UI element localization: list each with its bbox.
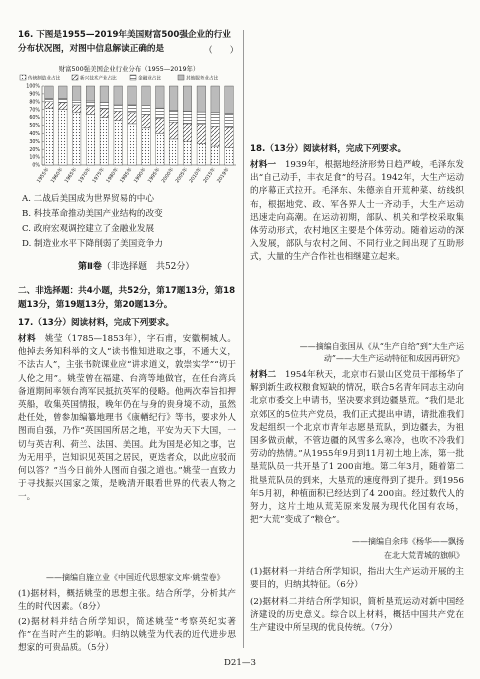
bar-segment (155, 133, 164, 165)
bar-segment (225, 148, 234, 165)
bar-segment (142, 114, 151, 127)
legend-swatch (130, 75, 136, 80)
bar-segment (142, 86, 151, 106)
q18-material-2-citation-line1: ——摘编自余玮《杨华——飘扬 (352, 537, 464, 546)
y-tick-label: 90% (29, 92, 40, 98)
bar-segment (100, 118, 109, 165)
bar-segment (100, 86, 109, 103)
x-tick-label: 1960年 (50, 167, 65, 185)
bar-segment (155, 108, 164, 118)
legend-label: 其他服务业占比 (186, 76, 219, 82)
q18-m1-text: 1939年，根据地经济形势日趋严峻，毛泽东发出“自己动手，丰衣足食”的号召。1942年，大生产运动的序幕正式拉开。毛泽东、朱德亲自开荒种菜、纺线织布，根据地党、政、军各界人士一齐动手，大生产运动迅速走向高潮。在运动初期，部队、机关和学校采取集体劳动形式，农村地区主要是个体劳动。随着运动的深入发展，部队与农村之间、不同行业之间出现了互助形式，大量的生产合作社也相继建立起来。 (250, 160, 464, 263)
bar-segment (128, 105, 137, 113)
bar-segment (45, 108, 54, 165)
bar-segment (211, 146, 220, 165)
part2-note: （非选择题 共52分） (101, 262, 195, 272)
y-tick-label: 60% (29, 116, 40, 122)
part2-intro-line1: 二、非选择题：共4小题，共52分，第17题13分，第18 (18, 286, 236, 296)
bar-segment (169, 86, 178, 110)
legend-label: 传统制造业占比 (28, 76, 61, 82)
bar-segment (197, 144, 206, 165)
bar-segment (86, 114, 95, 165)
x-tick-label: 1965年 (64, 167, 79, 185)
page-footer: D21—3 (224, 658, 256, 668)
q17-question-1: (1)据材料，概括姚莹的思想主张。结合所学，分析其产生的时代因素。（8分） (18, 589, 236, 613)
bar-segment (72, 100, 81, 105)
q18-material-2 (250, 369, 464, 527)
bar-segment (155, 86, 164, 108)
bar-segment (86, 86, 95, 101)
bar-segment (114, 86, 123, 104)
y-tick-label: 40% (29, 132, 40, 137)
bar-segment (225, 127, 234, 148)
y-tick-label: 50% (29, 124, 40, 130)
y-tick-label: 70% (29, 108, 40, 114)
q17-question-2: (2)据材料并结合所学知识，简述姚莹“考察英纪实著作”在当时产生的影响。归纳以姚莹为代表的近代进步思想家的可贵品质。（5分） (18, 617, 236, 654)
q17-material-text: 姚莹（1785—1853年），字石甫，安徽桐城人。他掉去务知科举的文人“读书惟知进取之事，不通大义，不法古人”，主张书院课业应“讲求道义，敦崇实学”“切于人伦之用”。姚莹曾在福建、台湾等地做官，在任台湾兵备道期间率领台湾军民抵抗英军的侵略。他两次奉旨扣押英船，收集英国情报，晚年仍在与身的贵身境不动，虽然赴任处，曾参加编纂地理书《康輶纪行》等书，要求外人图而自强，乃作“英国国所居之地，平安为天下大国，一切与英吉利、荷兰、法国、美国。此为国是必知之事，岂为无用乎，岂知识见英国之居民，更迭者众，以此应驳而何以答？”当今日前外人图而自强之道也。”姚莹一直致力于寻找振兴国家之策，是晚清开眼看世界的代表人物之一。 (18, 334, 236, 503)
y-tick-label: 30% (29, 139, 40, 145)
q17-citation: ——摘编自施立业《中国近代思想家文库·姚莹卷》 (46, 573, 225, 582)
bar-segment (58, 99, 67, 103)
x-tick-label: 1990年 (133, 167, 148, 185)
legend-label: 新兴技术产业占比 (80, 76, 117, 82)
bar-segment (72, 113, 81, 165)
bar-segment (58, 110, 67, 165)
part2-title: 第Ⅱ卷 (78, 262, 102, 272)
x-tick-label: 2005年 (175, 167, 190, 185)
x-tick-label: 2019年 (216, 167, 231, 185)
y-tick-label: 80% (29, 100, 40, 106)
q16-stem-line2: 分布状况图，对图中信息解读正确的是 (18, 44, 165, 54)
q18-material-1 (250, 159, 464, 265)
bar-segment (183, 141, 192, 165)
bar-segment (72, 105, 81, 113)
bar-segment (114, 111, 123, 120)
x-tick-label: 2000年 (161, 167, 176, 185)
bar-segment (211, 113, 220, 126)
q18-stem: 18.（13分）阅读材料，完成下列要求。 (250, 144, 407, 154)
q16-option-a: A. 二战后美国成为世界贸易的中心 (22, 194, 154, 204)
bar-segment (45, 99, 54, 102)
bar-segment (169, 139, 178, 165)
bar-segment (142, 106, 151, 115)
bar-segment (225, 86, 234, 114)
x-tick-label: 1955年 (36, 167, 51, 185)
y-tick-label: 100% (26, 84, 40, 90)
bar-segment (86, 101, 95, 107)
q17-stem-text: 17.（13分）阅读材料，完成下列要求。 (18, 318, 175, 328)
legend-swatch (20, 75, 26, 80)
x-tick-label: 1985年 (119, 167, 134, 185)
bar-segment (197, 112, 206, 125)
q16-option-c: C. 政府宏观调控建立了金融业发展 (22, 224, 155, 234)
bar-segment (169, 122, 178, 139)
bar-segment (197, 125, 206, 144)
q16-option-d: D. 制造业水平下降削弱了美国竞争力 (22, 239, 163, 249)
q18-material-1-citation: ——摘编自张国从《从“生产自给”到“大生产运动”——大生产运动特征和成因再研究》 (299, 342, 464, 363)
part2-header (78, 262, 194, 273)
bar-segment (155, 118, 164, 133)
q17-material-label: 材料 (18, 334, 36, 344)
stacked-bar-chart (18, 62, 240, 190)
q18-question-1: (1)据材料一并结合所学知识，指出大生产运动开展的主要目的，归纳其特征。（6分） (250, 567, 464, 591)
x-tick-label: 1970年 (78, 167, 93, 185)
bar-segment (100, 103, 109, 109)
bar-segment (128, 113, 137, 124)
bar-segment (197, 86, 206, 112)
bar-segment (58, 103, 67, 110)
bar-segment (211, 86, 220, 113)
q18-question-2: (2)据材料二并结合所学知识，简析垦荒运动对新中国经济建设的历史意义。综合以上材料，概括中国共产党在生产建设中所呈现的优良传统。（7分） (250, 597, 464, 634)
x-tick-label: 2015年 (202, 167, 217, 185)
bar-segment (128, 86, 137, 105)
bar-segment (225, 114, 234, 127)
q18-m1-label: 材料一 (250, 160, 277, 170)
bar-segment (183, 124, 192, 141)
q18-m2-label: 材料二 (250, 370, 277, 380)
x-tick-label: 1995年 (147, 167, 162, 185)
bar-segment (169, 110, 178, 122)
x-tick-label: 2010年 (189, 167, 203, 185)
q16-option-b: B. 科技革命推动美国产业结构的改变 (22, 209, 163, 219)
bar-segment (142, 128, 151, 165)
q18-material-2-citation-line2: 在北大荒青城的旗帜》 (384, 551, 464, 560)
y-tick-label: 0% (32, 163, 40, 169)
y-tick-label: 10% (29, 155, 40, 161)
bar-segment (86, 107, 95, 115)
part2-intro-line2: 题13分，第19题13分，第20题13分。 (18, 300, 173, 310)
bar-segment (114, 121, 123, 165)
bar-segment (100, 109, 109, 118)
bar-segment (58, 86, 67, 99)
y-tick-label: 20% (29, 147, 40, 153)
bar-segment (72, 86, 81, 100)
q17-stem (18, 318, 174, 329)
bar-segment (183, 86, 192, 111)
q16-stem-line1: 16. 下图是1955—2019年美国财富500强企业的行业 (18, 30, 231, 40)
bar-segment (45, 86, 54, 99)
q17-material (18, 333, 236, 569)
column-divider (243, 30, 244, 648)
bar-segment (211, 126, 220, 146)
legend-swatch (178, 75, 184, 80)
legend-label: 金融业占比 (138, 76, 161, 82)
bar-segment (128, 124, 137, 165)
x-tick-label: 1980年 (105, 167, 120, 185)
bar-segment (183, 111, 192, 124)
q16-answer-paren: （ ） (204, 46, 239, 56)
legend-swatch (72, 75, 78, 80)
industry-chart (18, 62, 240, 190)
bar-segment (114, 104, 123, 111)
x-tick-label: 1975年 (92, 167, 106, 185)
q18-m2-text: 1954年秋天，北京市石景山区党员干部杨华了解到新生政权粮食短缺的情况，联合5名青年同志主动向北京市委交上申请书，坚决要求到边疆垦荒。“我们是北京郊区的5位共产党员，我们正式提出申请，请批准我们发起组织一个北京市青年志愿垦荒队，到边疆去，为祖国多做贡献，不管边疆的风雪多么寒冷，也吹不冷我们劳动的热情。”从1955年9月到11月初土地上冻，第一批垦荒队员一共开垦了1 200亩地。第二年3月，随着第二批垦荒队员的到来，大垦荒的速度得到了提升。到1956年5月初，种植面积已经达到了4 200亩。经过数代人的努力，这片土地从荒芜原来发展为现代化国有农场，把“大荒”变成了“粮仓”。 (250, 370, 464, 526)
bar-segment (45, 102, 54, 108)
chart-title: 财富500强美国企业行业分布（1955—2019年） (58, 65, 200, 73)
